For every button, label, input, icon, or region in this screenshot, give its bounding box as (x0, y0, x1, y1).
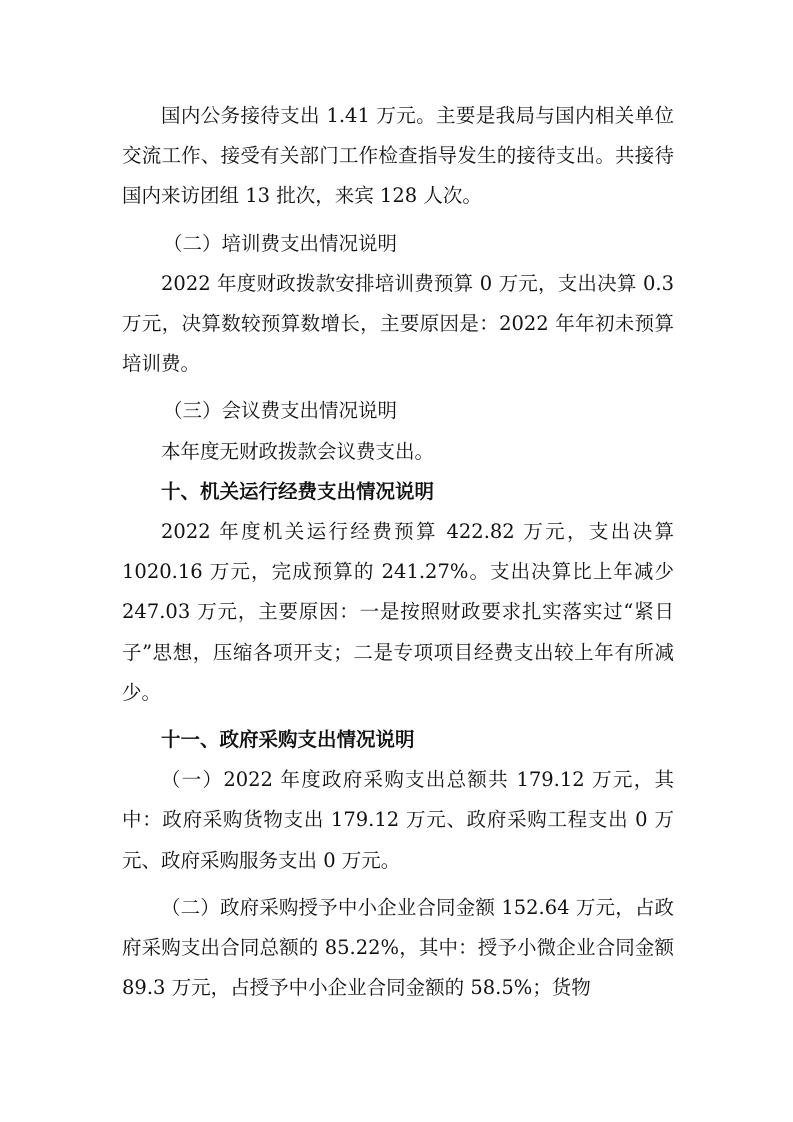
section-11-heading: 十一、政府采购支出情况说明 (161, 728, 415, 752)
training-expense-heading: （二）培训费支出情况说明 (162, 231, 397, 255)
reception-expense-paragraph: 国内公务接待支出 1.41 万元。主要是我局与国内相关单位交流工作、接受有关部门工作检查指导发生的接待支出。共接待国内来访团组 13 批次，来宾 128 人次。 (122, 104, 674, 208)
meeting-expense-paragraph: 本年度无财政拨款会议费支出。 (161, 439, 435, 463)
document-body (122, 96, 674, 1008)
section-10-heading: 十、机关运行经费支出情况说明 (161, 479, 435, 503)
procurement-total-paragraph: （一）2022 年度政府采购支出总额共 179.12 万元，其中：政府采购货物支出 179.12 万元、政府采购工程支出 0 万元、政府采购服务支出 0 万元。 (122, 768, 674, 872)
procurement-sme-paragraph: （二）政府采购授予中小企业合同金额 152.64 万元，占政府采购支出合同总额的 85.22%，其中：授予小微企业合同金额 89.3 万元，占授予中小企业合同金额的 58.5%；货物 (122, 895, 674, 1000)
training-expense-paragraph: 2022 年度财政拨款安排培训费预算 0 万元，支出决算 0.3 万元，决算数较预算数增长，主要原因是：2022 年年初未预算培训费。 (122, 271, 674, 376)
operating-expense-paragraph: 2022 年度机关运行经费预算 422.82 万元，支出决算 1020.16 万元，完成预算的 241.27%。支出决算比上年减少 247.03 万元，主要原因：一是按照财政要求扎实落实过“紧日子”思想，压缩各项开支；二是专项项目经费支出较上年有所减少。 (122, 520, 674, 704)
meeting-expense-heading: （三）会议费支出情况说明 (162, 399, 397, 423)
